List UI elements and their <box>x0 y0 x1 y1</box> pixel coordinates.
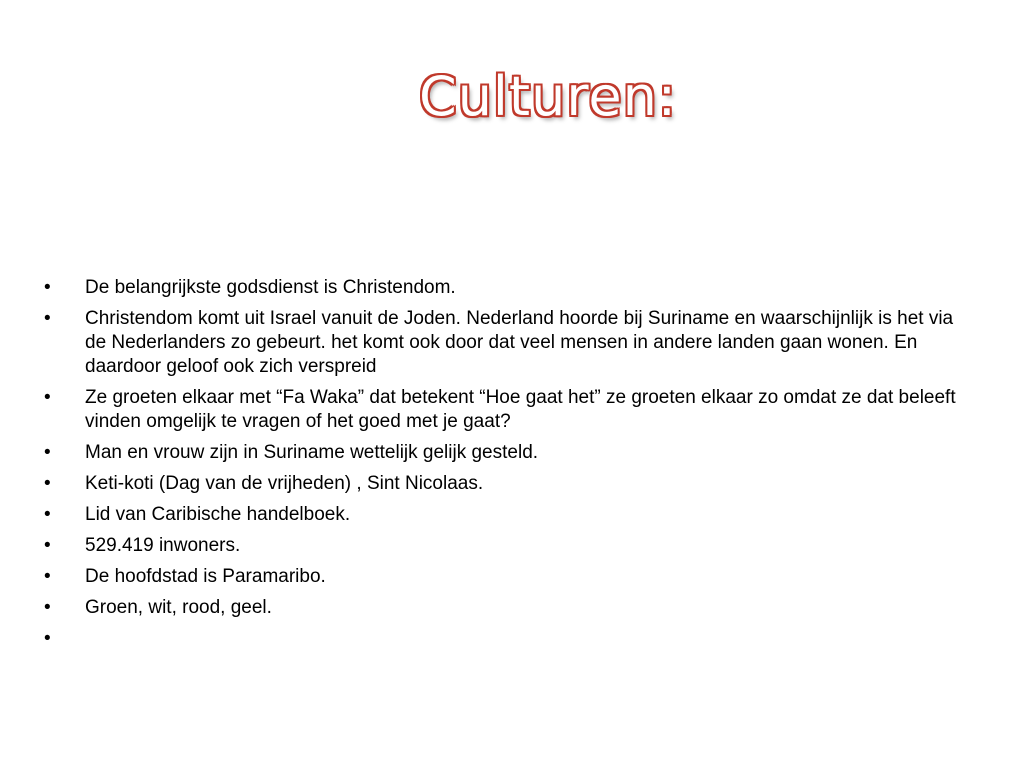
list-item <box>44 441 964 465</box>
slide-title: Culturen: <box>419 65 677 128</box>
bullet-icon: • <box>44 535 51 556</box>
bullet-list <box>44 276 964 649</box>
list-item <box>44 472 964 496</box>
bullet-icon: • <box>44 308 51 329</box>
bullet-icon: • <box>44 473 51 494</box>
bullet-icon: • <box>44 387 51 408</box>
list-item-text: 529.419 inwoners. <box>85 535 241 556</box>
list-item <box>44 276 964 300</box>
list-item <box>44 534 964 558</box>
list-item-text: Christendom komt uit Israel vanuit de Joden. Nederland hoorde bij Suriname en waarschijnlijk is het via de Nederlanders zo gebeurt. het komt ook door dat veel mensen in andere landen gaan wonen. En daardoor geloof ook zich verspreid <box>85 308 954 377</box>
list-item-text: Groen, wit, rood, geel. <box>85 597 272 618</box>
list-item-text: De belangrijkste godsdienst is Christendom. <box>85 277 456 298</box>
list-item <box>44 596 964 620</box>
bullet-icon: • <box>44 566 51 587</box>
bullet-icon: • <box>44 277 51 298</box>
bullet-icon: • <box>44 628 51 649</box>
list-item-text: Lid van Caribische handelboek. <box>85 504 351 525</box>
bullet-icon: • <box>44 597 51 618</box>
list-item <box>44 503 964 527</box>
bullet-icon: • <box>44 504 51 525</box>
list-item <box>44 565 964 589</box>
list-item <box>44 307 964 379</box>
bullet-icon: • <box>44 442 51 463</box>
list-item <box>44 386 964 434</box>
list-item-text: Ze groeten elkaar met “Fa Waka” dat betekent “Hoe gaat het” ze groeten elkaar zo omdat ze dat beleeft vinden omgelijk te vragen of het goed met je gaat? <box>85 387 956 432</box>
list-item-text: Keti-koti (Dag van de vrijheden) , Sint Nicolaas. <box>85 473 484 494</box>
list-item-text: De hoofdstad is Paramaribo. <box>85 566 326 587</box>
list-item-text: Man en vrouw zijn in Suriname wettelijk gelijk gesteld. <box>85 442 539 463</box>
